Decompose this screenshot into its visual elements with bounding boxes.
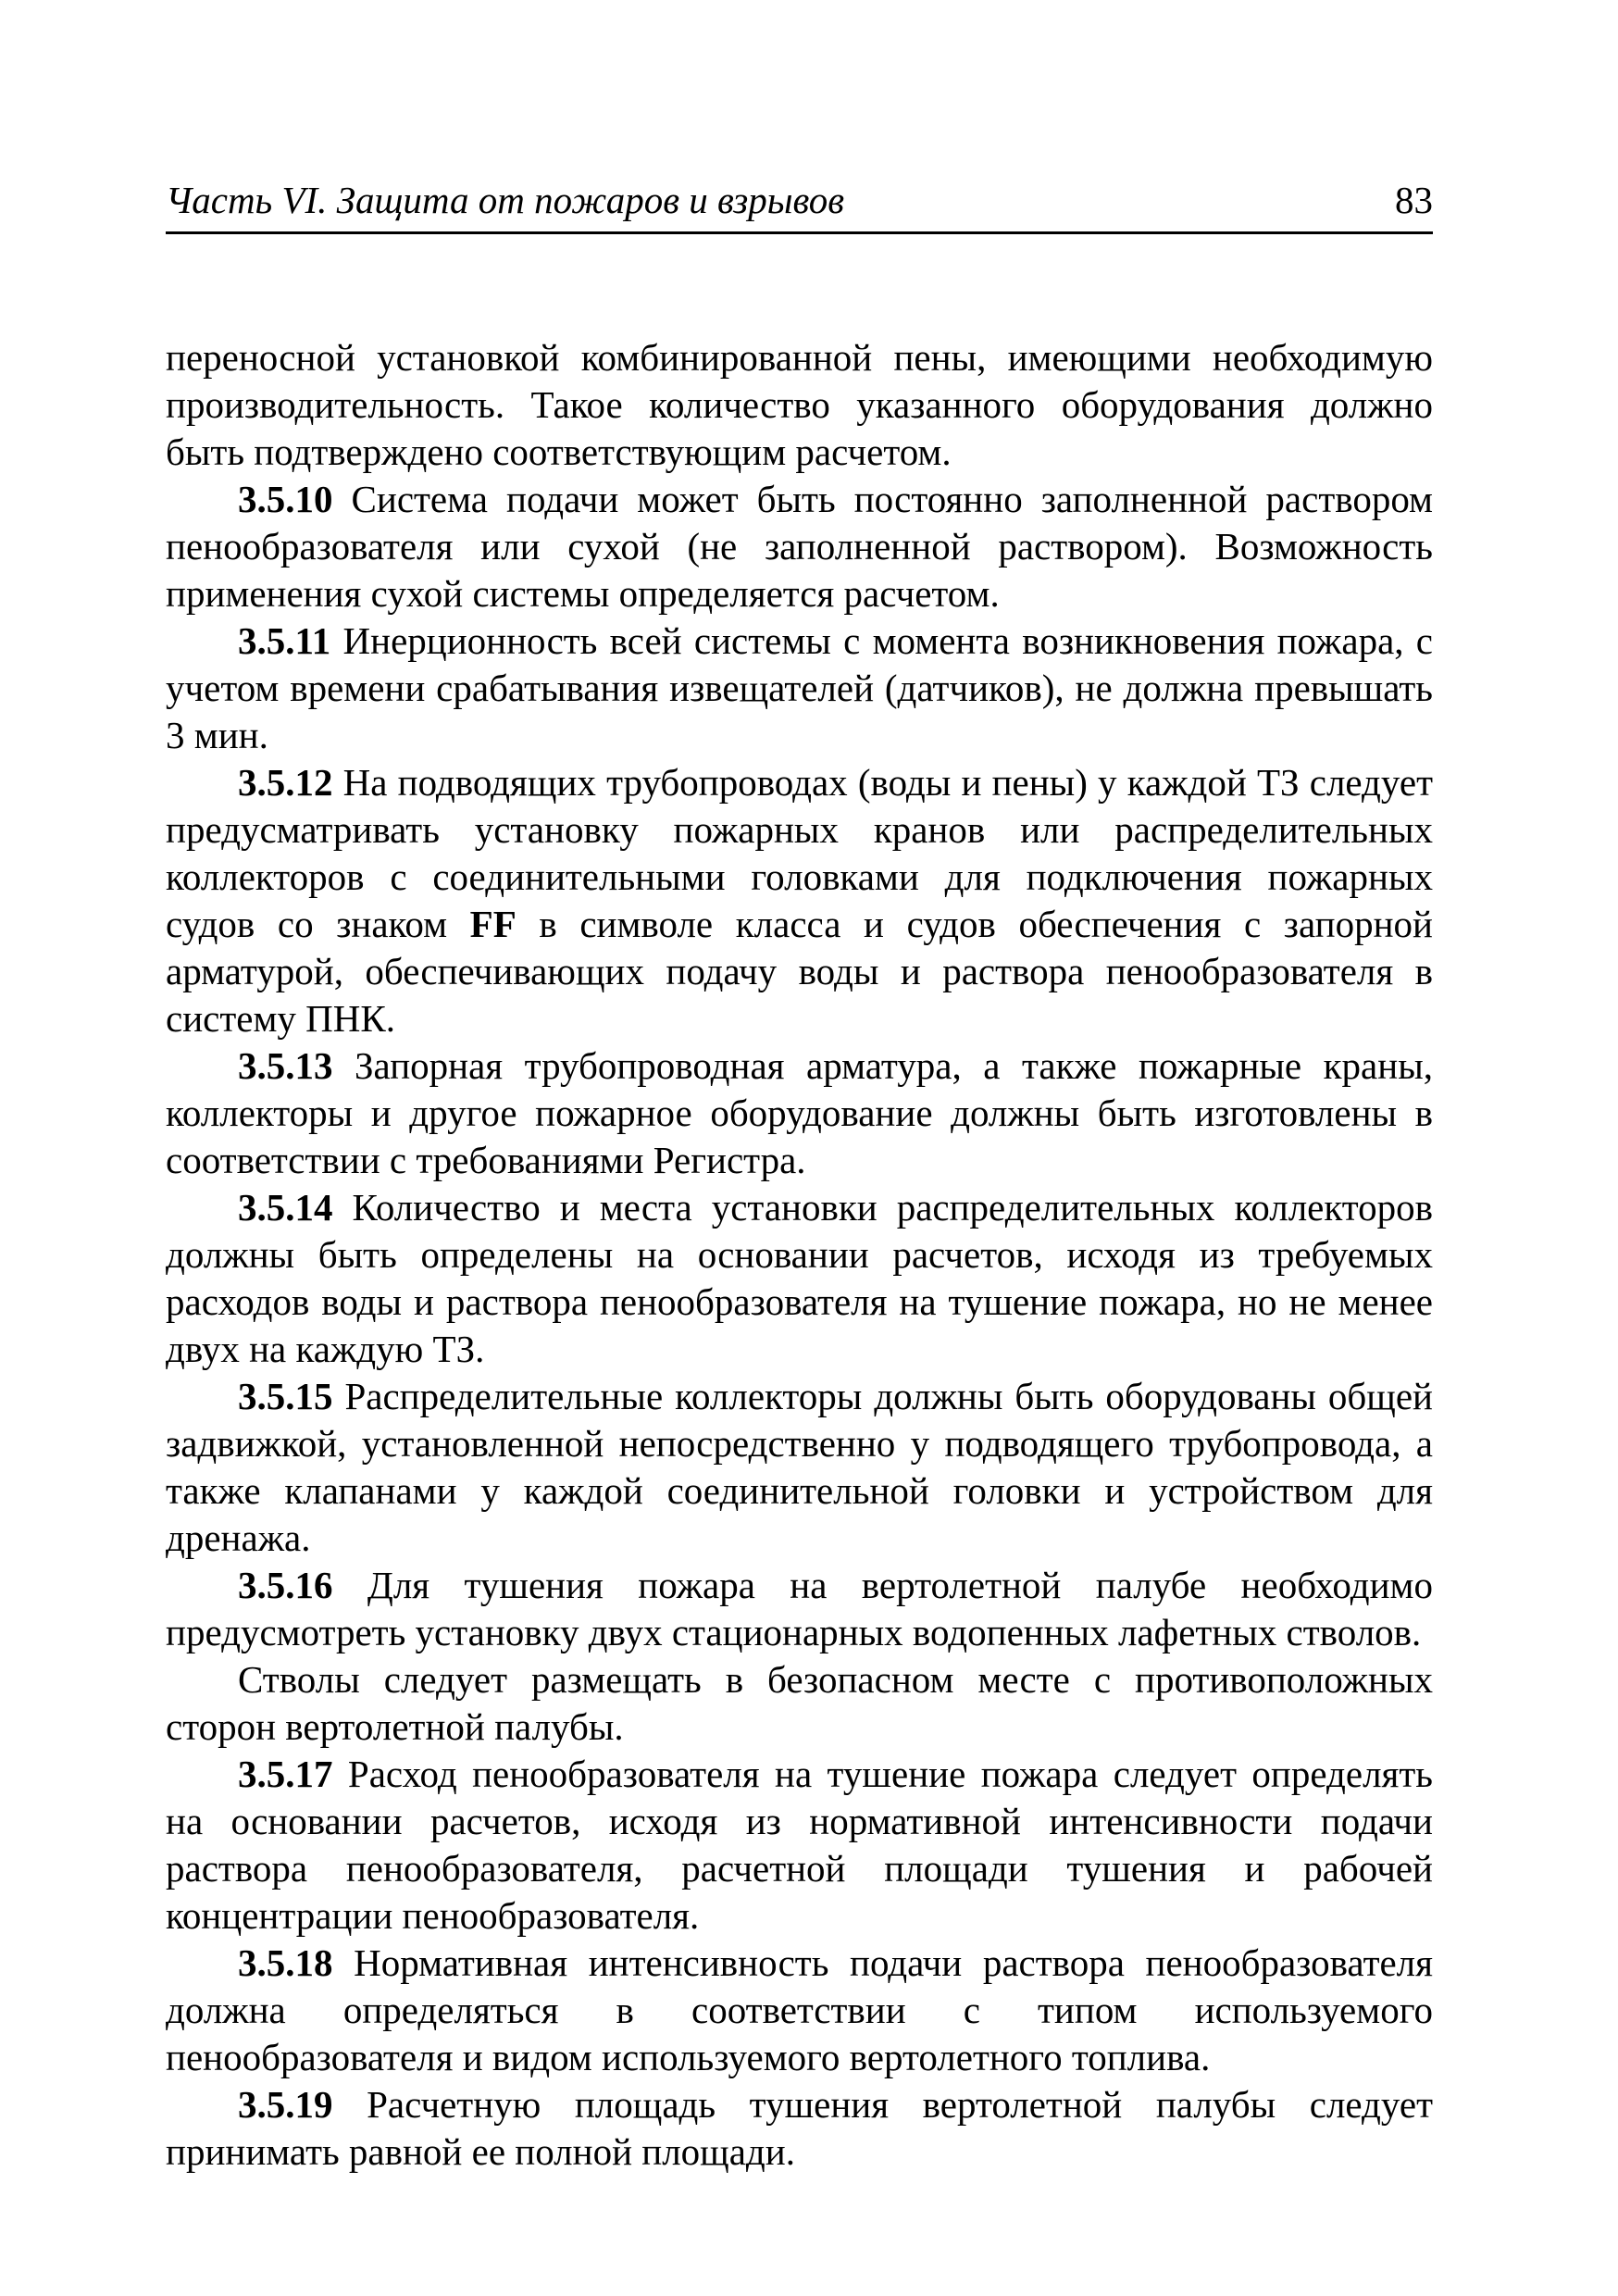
clause-text: Расход пенообразователя на тушение пожара следует определять на основании расчетов, исходя из нормативной интенсивности подачи раствора пенообразователя, расчетной площади тушения и рабочей концентрации пенообразователя. [166,1753,1433,1937]
clause-3-5-14 [166,1184,1433,1373]
clause-text: Для тушения пожара на вертолетной палубе необходимо предусмотреть установку двух стационарных водопенных лафетных стволов. [166,1564,1433,1653]
paragraph-text: переносной установкой комбинированной пены, имеющими необходимую производительность. Такое количество указанного оборудования должно быть подтверждено соответствующим расчетом. [166,336,1433,473]
clause-text: Инерционность всей системы с момента возникновения пожара, с учетом времени срабатывания извещателей (датчиков), не должна превышать 3 мин. [166,619,1433,756]
document-page [166,178,1433,2176]
clause-text: Количество и места установки распределительных коллекторов должны быть определены на основании расчетов, исходя из требуемых расходов воды и раствора пенообразователя на тушение пожара, но не менее двух на каждую ТЗ. [166,1186,1433,1370]
paragraph-text: Стволы следует размещать в безопасном месте с противоположных сторон вертолетной палубы. [166,1658,1433,1748]
clause-number: 3.5.13 [238,1044,333,1087]
clause-3-5-18 [166,1940,1433,2081]
clause-3-5-15 [166,1373,1433,1562]
running-header [166,178,1433,234]
clause-3-5-10 [166,476,1433,618]
clause-number: 3.5.11 [238,619,331,662]
clause-3-5-19 [166,2081,1433,2176]
clause-number: 3.5.16 [238,1564,333,1606]
chapter-title: Часть VI. Защита от пожаров и взрывов [166,179,845,221]
paragraph-barrels-placement [166,1656,1433,1751]
class-mark-ff: FF [469,903,517,945]
paragraph-continuation [166,334,1433,476]
clause-3-5-13 [166,1042,1433,1184]
clause-3-5-16 [166,1562,1433,1656]
clause-number: 3.5.17 [238,1753,333,1795]
clause-3-5-17 [166,1751,1433,1940]
clause-number: 3.5.15 [238,1375,333,1417]
body-text [166,334,1433,2176]
clause-text: Нормативная интенсивность подачи раствора пенообразователя должна определяться в соответствии с типом используемого пенообразователя и видом используемого вертолетного топлива. [166,1941,1433,2078]
clause-text: Распределительные коллекторы должны быть оборудованы общей задвижкой, установленной непосредственно у подводящего трубопровода, а также клапанами у каждой соединительной головки и устройством для дренажа. [166,1375,1433,1559]
clause-number: 3.5.14 [238,1186,333,1229]
clause-text: Расчетную площадь тушения вертолетной палубы следует принимать равной ее полной площади. [166,2083,1433,2173]
clause-number: 3.5.18 [238,1941,333,1984]
clause-3-5-12 [166,759,1433,1042]
clause-number: 3.5.12 [238,761,333,804]
clause-3-5-11 [166,618,1433,759]
clause-text: Запорная трубопроводная арматура, а также пожарные краны, коллекторы и другое пожарное оборудование должны быть изготовлены в соответствии с требованиями Регистра. [166,1044,1433,1181]
clause-text: Система подачи может быть постоянно заполненной раствором пенообразователя или сухой (не заполненной раствором). Возможность применения сухой системы определяется расчетом. [166,478,1433,615]
clause-number: 3.5.19 [238,2083,333,2126]
clause-text-continued: в символе класса и судов обеспечения с запорной арматурой, обеспечивающих подачу воды и раствора пенообразователя в систему ПНК. [166,903,1433,1040]
clause-number: 3.5.10 [238,478,333,520]
clause-text: На подводящих трубопроводах (воды и пены) у каждой ТЗ следует предусматривать установку пожарных кранов или распределительных коллекторов с соединительными головками для подключения пожарных судов со знаком [166,761,1433,945]
page-number: 83 [1395,179,1433,221]
